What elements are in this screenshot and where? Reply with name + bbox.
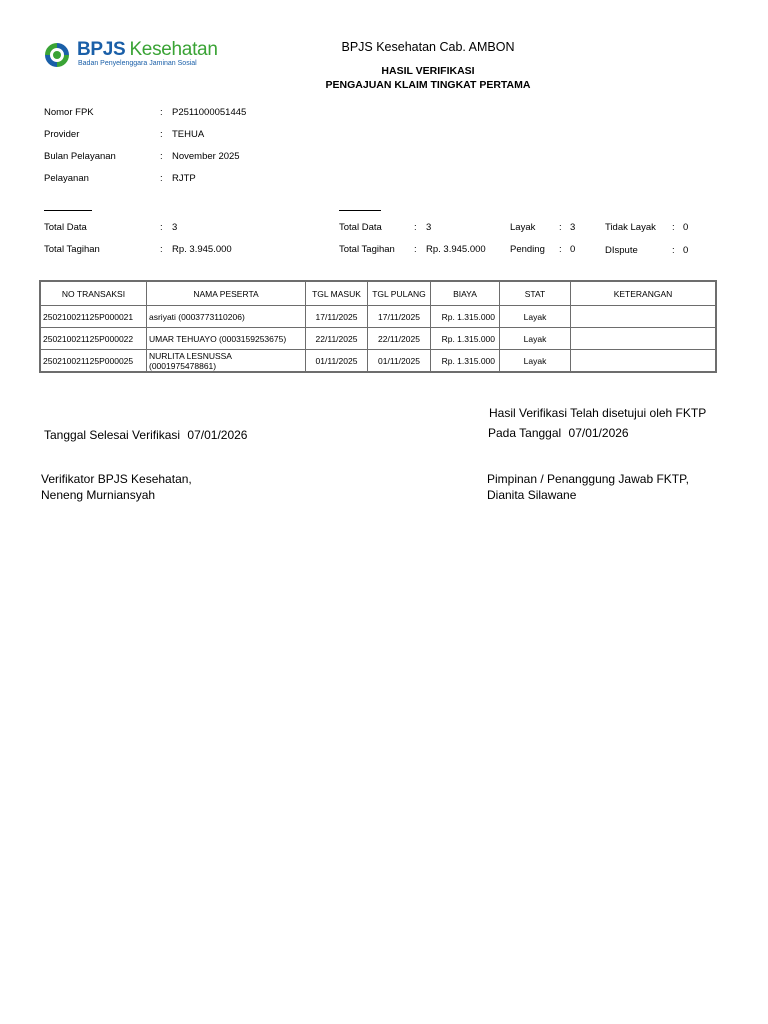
provider-label: Provider [44,129,80,140]
separator: : [559,244,562,255]
cell-stat: Layak [500,328,571,350]
column-header-no-transaksi: NO TRANSAKSI [41,282,147,306]
tidak-layak-label: Tidak Layak [605,222,656,233]
cell-nama-peserta [147,350,306,372]
bulan-pelayanan-label: Bulan Pelayanan [44,151,116,162]
provider-value: TEHUA [172,129,205,140]
approval-statement: Hasil Verifikasi Telah disetujui oleh FKTP [489,406,707,420]
pending-value: 0 [570,244,576,255]
verifikator-title: Verifikator BPJS Kesehatan, [41,472,192,486]
column-header-stat: STAT [500,282,571,306]
divider-rule-left [44,210,92,211]
cell-tgl-masuk: 01/11/2025 [306,350,368,372]
separator: : [160,129,163,140]
table-row [41,350,716,372]
pelayanan-label: Pelayanan [44,173,89,184]
verified-total-data-label: Total Data [339,222,382,233]
pelayanan-value: RJTP [172,173,196,184]
cell-tgl-masuk: 22/11/2025 [306,328,368,350]
separator: : [160,244,163,255]
logo-tagline: Badan Penyelenggara Jaminan Sosial [78,60,197,67]
tidak-layak-value: 0 [683,222,689,233]
cell-nama-peserta-line1: NURLITA LESNUSSA [149,350,232,361]
separator: : [160,107,163,118]
column-header-biaya: BIAYA [431,282,500,306]
layak-value: 3 [570,222,576,233]
cell-no-transaksi: 250210021125P000025 [41,350,147,372]
separator: : [160,151,163,162]
cell-stat: Layak [500,350,571,372]
separator: : [672,245,675,256]
cell-nama-peserta: UMAR TEHUAYO (0003159253675) [147,328,306,350]
pimpinan-title: Pimpinan / Penanggung Jawab FKTP, [487,472,689,486]
cell-no-transaksi: 250210021125P000022 [41,328,147,350]
separator: : [414,244,417,255]
dispute-value: 0 [683,245,689,256]
table-row [41,306,716,328]
pada-tanggal [488,426,629,440]
dispute-label: DIspute [605,245,638,256]
separator: : [559,222,562,233]
cell-keterangan [571,328,716,350]
tanggal-selesai-label: Tanggal Selesai Verifikasi [44,428,181,442]
cell-tgl-masuk: 17/11/2025 [306,306,368,328]
layak-label: Layak [510,222,536,233]
verified-total-data-value: 3 [426,222,432,233]
claims-table [40,281,716,372]
tanggal-selesai-verifikasi [44,428,247,442]
logo-brand-bpjs: BPJS [77,39,126,60]
verified-total-tagihan-label: Total Tagihan [339,244,395,255]
tanggal-selesai-value: 07/01/2026 [187,428,248,442]
separator: : [414,222,417,233]
cell-tgl-pulang: 01/11/2025 [368,350,431,372]
cell-biaya: Rp. 1.315.000 [431,350,500,372]
document-title: HASIL VERIFIKASI [381,65,475,77]
total-tagihan-label: Total Tagihan [44,244,100,255]
table-header-row [41,282,716,306]
separator: : [160,173,163,184]
document-subtitle: PENGAJUAN KLAIM TINGKAT PERTAMA [325,79,531,91]
logo-brand-kesehatan: Kesehatan [129,39,218,60]
pada-tanggal-label: Pada Tanggal [488,426,562,440]
table-row [41,328,716,350]
separator: : [672,222,675,233]
column-header-keterangan: KETERANGAN [571,282,716,306]
verifikator-name: Neneng Murniansyah [41,488,156,502]
pending-label: Pending [510,244,545,255]
office-name: BPJS Kesehatan Cab. AMBON [341,40,515,54]
total-data-value: 3 [172,222,178,233]
cell-nama-peserta-line2: (0001975478861) [149,360,217,371]
cell-tgl-pulang: 22/11/2025 [368,328,431,350]
cell-keterangan [571,306,716,328]
bulan-pelayanan-value: November 2025 [172,151,240,162]
cell-nama-peserta: asriyati (0003773110206) [147,306,306,328]
divider-rule-right [339,210,381,211]
column-header-nama-peserta: NAMA PESERTA [147,282,306,306]
pimpinan-name: Dianita Silawane [487,488,577,502]
cell-keterangan [571,350,716,372]
cell-no-transaksi: 250210021125P000021 [41,306,147,328]
separator: : [160,222,163,233]
cell-biaya: Rp. 1.315.000 [431,328,500,350]
total-tagihan-value: Rp. 3.945.000 [172,244,232,255]
cell-stat: Layak [500,306,571,328]
nomor-fpk-label: Nomor FPK [44,107,94,118]
nomor-fpk-value: P2511000051445 [172,107,247,118]
total-data-label: Total Data [44,222,87,233]
cell-tgl-pulang: 17/11/2025 [368,306,431,328]
verified-total-tagihan-value: Rp. 3.945.000 [426,244,486,255]
cell-biaya: Rp. 1.315.000 [431,306,500,328]
column-header-tgl-pulang: TGL PULANG [368,282,431,306]
pada-tanggal-value: 07/01/2026 [568,426,629,440]
column-header-tgl-masuk: TGL MASUK [306,282,368,306]
